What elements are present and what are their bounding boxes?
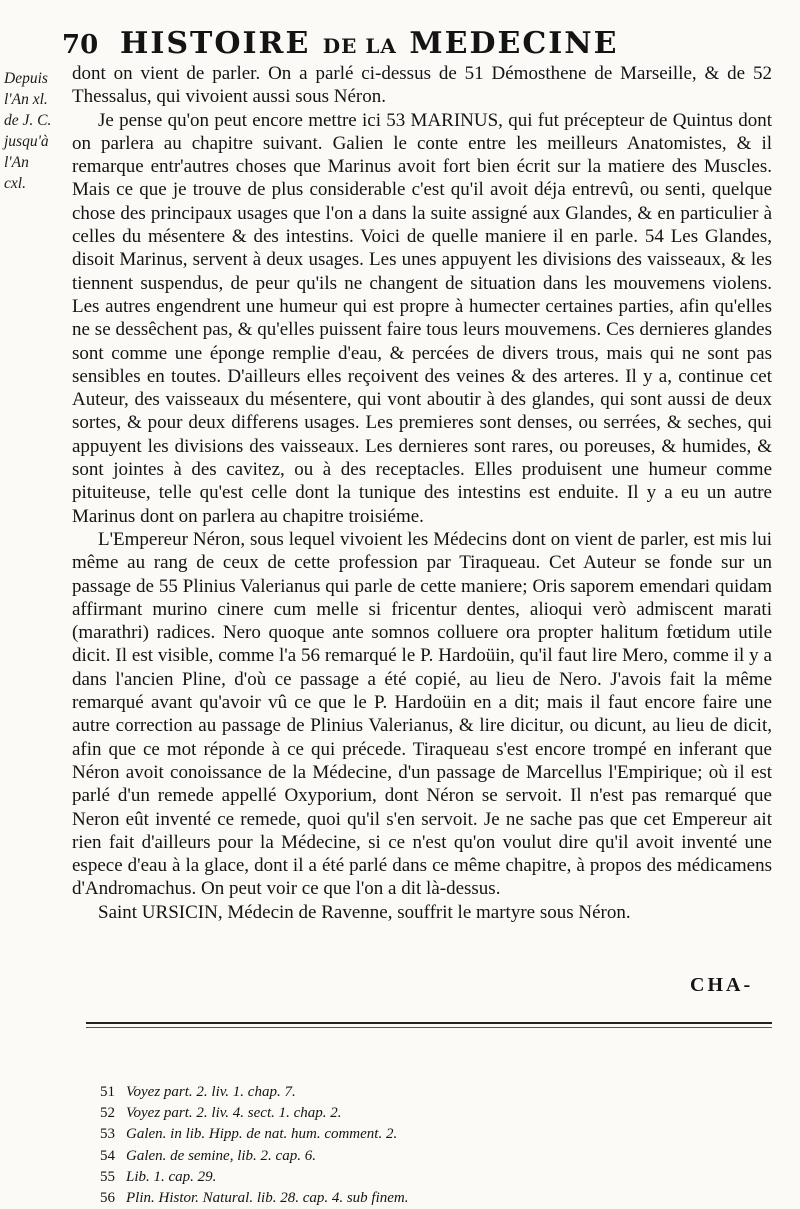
- footnote-text: Galen. de semine, lib. 2. cap. 6.: [126, 1147, 316, 1164]
- title-part-3: MEDECINE: [409, 26, 619, 61]
- margin-note-line: l'An: [4, 154, 29, 171]
- footnote-rule: [86, 1022, 772, 1024]
- page-header: [62, 26, 762, 66]
- footnote-text: Voyez part. 2. liv. 4. sect. 1. chap. 2.: [126, 1105, 342, 1122]
- footnote-text: Lib. 1. cap. 29.: [126, 1168, 217, 1185]
- footnote: [100, 1188, 660, 1209]
- margin-note-line: cxl.: [4, 175, 26, 192]
- footnote-text: Voyez part. 2. liv. 1. chap. 7.: [126, 1084, 296, 1100]
- paragraph-4: Saint URSICIN, Médecin de Ravenne, souffrit le martyre sous Néron.: [98, 901, 631, 923]
- body-text: [72, 62, 772, 924]
- footnotes: [100, 1082, 660, 1209]
- margin-note-line: Depuis: [4, 70, 48, 87]
- footnote: [100, 1124, 660, 1145]
- title-part-2: DE LA: [322, 34, 397, 58]
- footnote-text: Galen. in lib. Hipp. de nat. hum. comment. 2.: [126, 1126, 398, 1143]
- footnote-number: 54: [100, 1147, 115, 1164]
- footnote: [100, 1103, 660, 1124]
- catchword: CHA-: [690, 974, 754, 996]
- page-number: 70: [62, 30, 99, 60]
- footnote: [100, 1167, 660, 1188]
- running-title: [120, 26, 619, 61]
- footnote: [100, 1082, 660, 1103]
- margin-note-line: jusqu'à: [4, 133, 49, 150]
- footnote-number: 53: [100, 1126, 115, 1143]
- title-part-1: HISTOIRE: [120, 26, 311, 61]
- paragraph-3: L'Empereur Néron, sous lequel vivoient les Médecins dont on vient de parler, est mis lui même au rang de ceux de cette profession par Tiraqueau. Cet Auteur se fonde sur un passage de 55 Plinius Valerianus qui parle de cette maniere; Oris saporem emendari quidam affirmant murino cinere cum melle si fricentur dentes, alioqui verò admiscent marati (marathri) radices. Nero quoque ante somnos colluere ora propter halitum fœtidum utile dicit. Il est visible, comme l'a 56 remarqué le P. Hardoüin, qu'il faut lire Mero, comme il y a dans l'ancien Pline, d'où ce passage a été copié, au lieu de Nero. J'avois fait la même remarqué avant qu'avoir vû ce que le P. Hardoüin en a dit; mais il faut encore faire une autre correction au passage de Plinius Valerianus, & lire dicitur, ou dicunt, au lieu de dicit, afin que ce mot réponde à ce qui précede. Tiraqueau s'est encore trompé en inferant que Néron avoit conoissance de la Médecine, d'un passage de Marcellus l'Empirique; où il est parlé d'un remede appellé Oxyporium, dont Néron se servoit. Il n'est pas remarqué que Neron eût inventé ce remede, quoi qu'il s'en servoit. Je ne sache pas que cet Empereur ait rien fait d'ailleurs pour la Médecine, si ce n'est qu'on voulut dire qu'il avoit inventé une espece d'eau à la glace, dont il a été parlé dans ce même chapitre, à propos des médicamens d'Andromachus. On peut voir ce que l'on a dit là-dessus.: [72, 528, 772, 900]
- footnote-text: Plin. Histor. Natural. lib. 28. cap. 4. sub finem.: [126, 1190, 409, 1207]
- footnote-number: 52: [100, 1105, 115, 1122]
- margin-note-line: de J. C.: [4, 112, 52, 129]
- footnote-number: 56: [100, 1190, 115, 1207]
- paragraph-2: Je pense qu'on peut encore mettre ici 53 MARINUS, qui fut précepteur de Quintus dont on parlera au chapitre suivant. Galien le conte entre les meilleurs Anatomistes, & il remarque entr'autres choses que Marinus avoit fort bien écrit sur la matiere des Muscles. Mais ce que je trouve de plus considerable c'est qu'il avoit déja entrevû, ou senti, quelque chose des principaux usages que l'on a dans la suite assigné aux Glandes, & en particulier à celles du mésentere & des intestins. Voici de quelle maniere il en parle. 54 Les Glandes, disoit Marinus, servent à deux usages. Les unes appuyent les divisions des vaisseaux, & les tiennent suspendus, de peur qu'ils ne changent de situation dans les mouvemens violens. Les autres engendrent une humeur qui est propre à humecter certaines parties, afin qu'elles ne se dessêchent pas, & qu'elles puissent faire tous leurs mouvemens. Ces dernieres glandes sont comme une éponge remplie d'eau, & percées de divers trous, mais qui ne sont pas sensibles en toutes. D'ailleurs elles reçoivent des veines & des arteres. Il y a, continue cet Auteur, des vaisseaux du mésentere, qui vont aboutir à des glandes, qui sont aussi de deux sortes, & pour deux differens usages. Les premieres sont denses, ou serrées, & seches, qui appuyent les divisions des vaisseaux. Les dernieres sont rares, ou poreuses, & humides, & sont jointes à des cavitez, ou à des receptacles. Elles produisent une humeur comme pituiteuse, telle qu'est celle dont la tunique des intestins est enduite. Il y a eu un autre Marinus dont on parlera au chapitre troisiéme.: [72, 109, 772, 527]
- margin-note: [4, 68, 64, 194]
- paragraph-1: dont on vient de parler. On a parlé ci-dessus de 51 Démosthene de Marseille, & de 52 Thessalus, qui vivoient aussi sous Néron.: [72, 63, 772, 108]
- footnote: [100, 1146, 660, 1167]
- footnote-number: 55: [100, 1168, 115, 1185]
- footnote-rule-thin: [86, 1027, 772, 1028]
- margin-note-line: l'An xl.: [4, 91, 48, 108]
- footnote-number: 51: [100, 1084, 115, 1100]
